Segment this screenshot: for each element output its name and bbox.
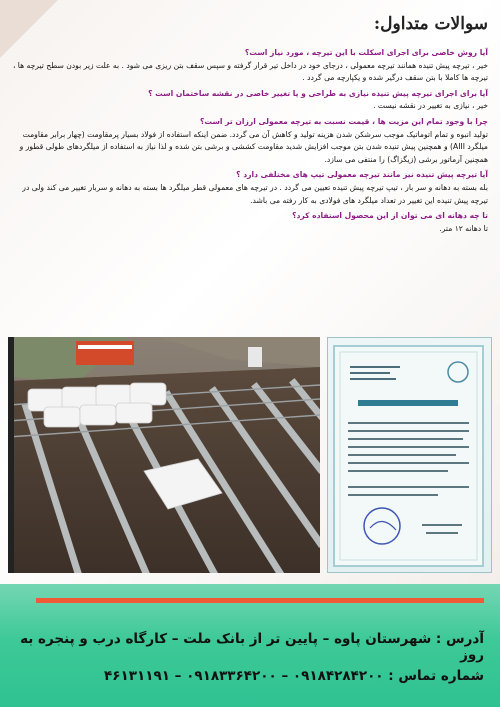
faq-answer: خیر ، نیازی به تغییر در نقشه نیست . — [373, 101, 488, 111]
photo-area — [8, 337, 492, 573]
faq-item — [10, 116, 488, 166]
faq-answer: خیر ، تیرچه پیش تنیده همانند تیرچه معمولی ، درجای خود در داخل تیر قرار گرفته و سپس سقف بتن ریزی می شود . به علت زیر بودن سطح تیرچه ها ، تیرچه ها کاملا با بتن سقف درگیر شده و یکپارچه می گردد . — [12, 60, 488, 83]
faq-question: آیا روش خاصی برای اجرای اسکلت با این تیرچه ، مورد نیاز است؟ — [244, 48, 488, 57]
page-heading: سوالات متداول: — [373, 14, 488, 34]
faq-answer: تا دهانه ۱۲ متر. — [439, 223, 488, 233]
accent-line — [36, 598, 484, 603]
faq-item — [10, 210, 488, 235]
certificate-graphic — [327, 338, 491, 573]
faq-item — [10, 169, 488, 207]
construction-photo — [8, 337, 320, 573]
faq-list — [10, 44, 488, 235]
construction-photo-image — [8, 337, 320, 573]
faq-answer: تولید انبوه و تمام اتوماتیک موجب سرشکن شدن هزینه تولید و کاهش آن می گردد. ضمن اینکه استفاده از فولاد بسیار پرمقاومت (چهار برابر مقاومت میلگرد AIII) و همچنین پیش تنیده شدن بتن موجب افزایش شدید مقاومت کششی و برشی بتن شده و لذا نیاز به استفاده از میلگردهای طولی قطور و همچنین آرماتور برشی (زیگزاگ) را منتفی می سازد. — [19, 129, 488, 164]
faq-question: تا چه دهانه ای می توان از این محصول استفاده کرد؟ — [292, 211, 488, 221]
faq-question: آیا تیرچه پیش تنیده نیز مانند تیرچه معمولی تیپ های مختلفی دارد ؟ — [236, 170, 488, 180]
address-text: آدرس : شهرستان پاوه – پایین تر از بانک ملت – کارگاه درب و پنجره به روز — [20, 631, 484, 663]
faq-answer: بله بسته به دهانه و سر بار ، تیپ تیرچه پیش تنیده تعیین می گردد . در تیرچه های معمولی قطر میلگرد ها بسته به دهانه و سربار تغییر می کند ولی در تیرچه پیش تنیده این تغییر در تعداد میلگرد های فولادی به کار رفته می باشد. — [22, 182, 488, 205]
faq-question: آیا برای اجرای تیرچه پیش تنیده نیازی به طراحی و یا تغییر خاصی در نقشه ساختمان است ؟ — [148, 88, 488, 98]
faq-question: چرا با وجود تمام این مزیت ها ، قیمت نسبت به تیرچه معمولی ارزان تر است؟ — [200, 116, 488, 126]
certificate-image — [327, 337, 492, 573]
phone-text: شماره تماس : ۰۹۱۸۴۲۸۴۲۰۰ – ۰۹۱۸۳۳۶۴۲۰۰ – ۴۶۱۳۱۱۹۱ — [104, 668, 484, 684]
faq-item — [10, 47, 488, 85]
faq-item — [10, 88, 488, 113]
